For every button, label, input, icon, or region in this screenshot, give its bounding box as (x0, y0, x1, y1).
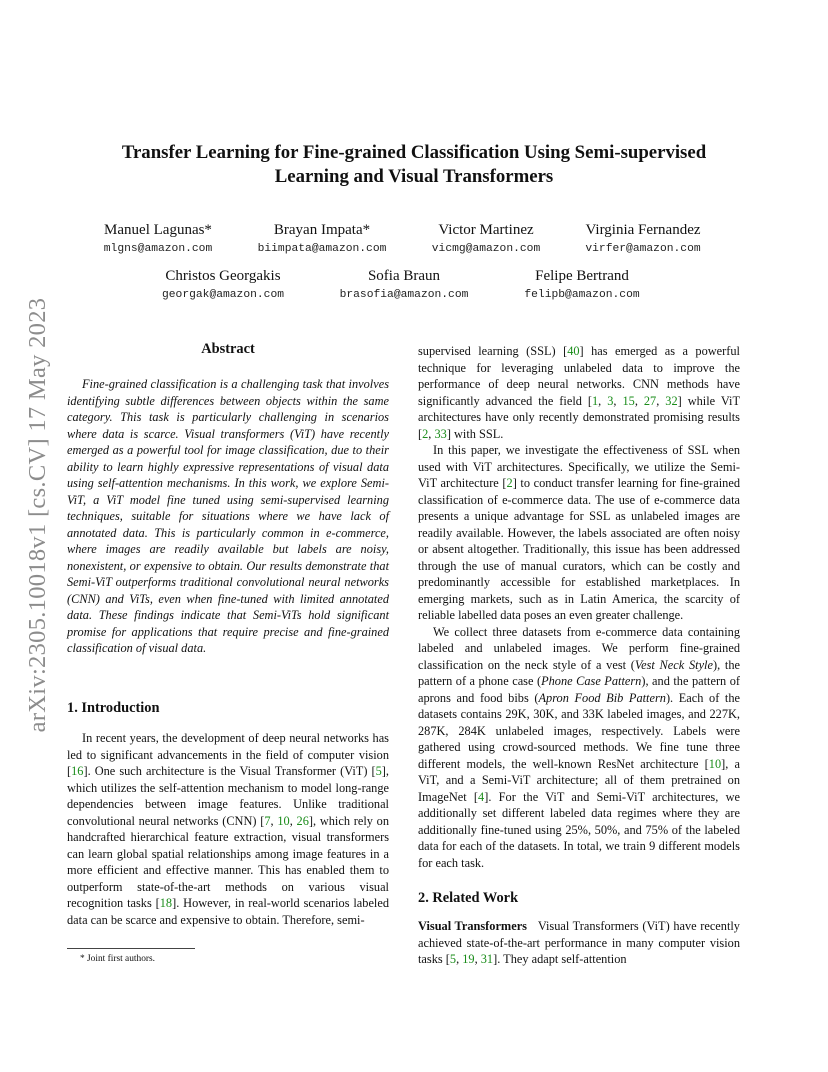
citation-link[interactable]: 40 (567, 344, 580, 358)
right-column-body (418, 343, 740, 871)
visual-transformers-paragraph: Visual Transformers Visual Transformers (ViT) have recently achieved state-of-the-art performance in many computer vision tasks [5, 19, 31]. They adapt self-attention (418, 919, 740, 966)
author-email: felipb@amazon.com (524, 289, 640, 301)
arxiv-identifier (22, 275, 54, 755)
paper-title (80, 141, 748, 189)
citation-link[interactable]: 18 (159, 896, 173, 910)
author-email: virfer@amazon.com (585, 243, 701, 255)
footnote: * Joint first authors. (80, 954, 155, 964)
paragraph-heading: Visual Transformers (418, 919, 527, 933)
author-block (123, 266, 323, 304)
author-block (304, 266, 504, 304)
citation-link[interactable]: 27 (643, 393, 657, 408)
author-name: Victor Martinez (438, 222, 534, 238)
arxiv-identifier-text: arXiv:2305.10018v1 [cs.CV] 17 May 2023 (24, 297, 51, 733)
introduction-body (67, 730, 389, 928)
introduction-paragraph: In recent years, the development of deep neural networks has led to significant advancements in the field of computer vision [16]. One such architecture is the Visual Transformer (ViT) [5], which utilizes the self-attention mechanism to model long-range dependencies between image features. Unlike traditional convolutional neural networks (CNN) [7, 10, 26], which rely on handcrafted hierarchical feature extraction, visual transformers can learn global spatial relationships among image features in a more efficient and effective manner. This has enabled them to outperform state-of-the-art methods on various visual recognition tasks [18]. However, in real-world scenarios labeled data can be scarce and expensive to obtain. Therefore, semi- (67, 731, 390, 927)
author-name: Felipe Bertrand (535, 268, 629, 284)
paper-scope-paragraph: In this paper, we investigate the effectiveness of SSL when used with ViT architectures. Specifically, we utilize the Semi-ViT architecture [2] to conduct transfer learning for fine-grained classification of e-commerce data. The use of e-commerce data presents a unique advantage for SSL as unlabeled images are readily available. However, the labels associated are often noisy or absent altogether. Traditionally, this issue has been addressed through the use of manual curators, which can be costly and predominantly accessible for established marketplaces. In emerging markets, such as in Latin America, the scarcity of reliable labelled data poses an even greater challenge. (418, 443, 740, 622)
author-name: Brayan Impata* (273, 222, 371, 238)
footnote-rule (67, 948, 195, 949)
citation-link[interactable]: 1 (592, 393, 599, 408)
citation-link[interactable]: 2 (422, 426, 429, 441)
author-email: georgak@amazon.com (161, 289, 285, 301)
author-name: Christos Georgakis (165, 268, 281, 284)
abstract-paragraph: Fine-grained classification is a challenging task that involves identifying subtle differences between objects within the same category. This task is particularly challenging in scenarios where data is scarce. Visual transformers (ViT) have recently emerged as a powerful tool for image classification, due to their ability to learn highly expressive representations of visual data using self-attention mechanisms. In this work, we explore Semi-ViT, a ViT model fine tuned using semi-supervised learning techniques, suitable for situations where we have lack of annotated data. This is particularly common in e-commerce, where images are readily available but labels are noisy, nonexistent, or expensive to obtain. Our results demonstrate that Semi-ViT outperforms traditional convolutional neural networks (CNN) and ViTs, even when fine-tuned with limited annotated data. These findings indicate that Semi-ViTs hold significant promise for applications that require precise and fine-grained classification of visual data. (67, 377, 389, 655)
citation-link[interactable]: 5 (375, 764, 382, 778)
introduction-heading: 1. Introduction (67, 700, 160, 716)
title-line-2: Learning and Visual Transformers (274, 166, 554, 187)
related-work-heading: 2. Related Work (418, 890, 519, 906)
ssl-paragraph: supervised learning (SSL) [40] has emerged as a powerful technique for leveraging unlabeled data to improve the performance of deep neural networks. CNN methods have significantly advanced the field [1, 3, 15, 27, 32] while ViT architectures have only recently demonstrated promising results [2, 33] with SSL. (418, 344, 741, 441)
author-block (482, 266, 682, 304)
citation-link[interactable]: 15 (622, 393, 635, 408)
author-email: brasofia@amazon.com (339, 289, 469, 301)
citation-link[interactable]: 3 (607, 393, 614, 408)
citation-link[interactable]: 31 (480, 952, 494, 966)
citation-link[interactable]: 10 (708, 756, 722, 771)
author-email: mlgns@amazon.com (103, 243, 213, 255)
author-name: Virginia Fernandez (585, 222, 701, 238)
author-name: Manuel Lagunas* (104, 222, 212, 238)
citation-link[interactable]: 26 (296, 813, 309, 828)
citation-link[interactable]: 4 (478, 789, 485, 804)
citation-link[interactable]: 19 (462, 952, 475, 966)
author-email: biimpata@amazon.com (257, 243, 387, 255)
author-email: vicmg@amazon.com (431, 243, 541, 255)
related-work-body (418, 918, 740, 968)
citation-link[interactable]: 32 (665, 393, 678, 408)
abstract-body (67, 376, 389, 657)
citation-link[interactable]: 2 (506, 476, 513, 490)
datasets-paragraph: We collect three datasets from e-commerce data containing labeled and unlabeled images. We perform fine-grained classification on the neck style of a vest (Vest Neck Style), the pattern of a phone case (Phone Case Pattern), and the pattern of aprons and food bibs (Apron Food Bib Pattern). Each of the datasets contains 29K, 30K, and 33K labeled images, and 227K, 287K, 284K unlabeled images, respectively. Labels were gathered using crowd-sourced methods. We fine tune three different models, the well-known ResNet architecture [10], a ViT, and a Semi-ViT architecture; all of them pretrained on ImageNet [4]. For the ViT and Semi-ViT architectures, we additionally set different labeled data regimes where they are additionally fine-tuned using 25%, 50%, and 75% of the labeled data for each of the datasets. In total, we train 9 different models for each task. (418, 624, 741, 870)
abstract-heading: Abstract (201, 341, 255, 357)
citation-link[interactable]: 7 (264, 813, 271, 828)
author-block (543, 220, 743, 258)
citation-link[interactable]: 5 (449, 952, 457, 966)
author-name: Sofia Braun (367, 268, 441, 284)
citation-link[interactable]: 10 (277, 813, 290, 828)
citation-link[interactable]: 33 (434, 426, 447, 441)
citation-link[interactable]: 16 (71, 764, 84, 778)
title-line-1: Transfer Learning for Fine-grained Classification Using Semi-supervised (121, 142, 707, 163)
